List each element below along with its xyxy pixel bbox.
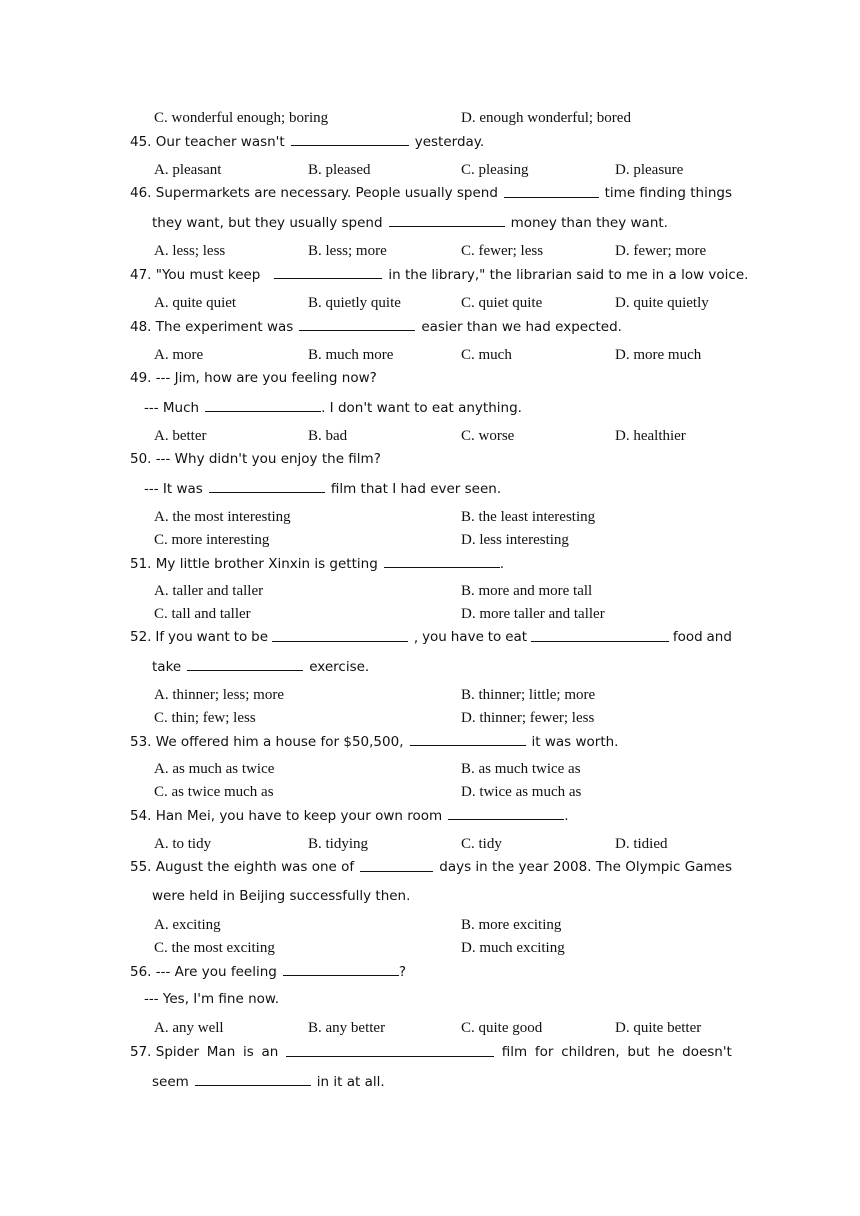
option-d: D. fewer; more bbox=[615, 243, 707, 259]
question-49: 49. --- Jim, how are you feeling now? bbox=[130, 370, 377, 386]
option-a: A. less; less bbox=[154, 243, 226, 259]
question-49-line2: --- Much . I don't want to eat anything. bbox=[144, 400, 522, 416]
q52-options-row1 bbox=[154, 685, 754, 705]
option-c: C. wonderful enough; boring bbox=[154, 110, 329, 126]
question-57: 57. Spider Man is an film for children, but he doesn't bbox=[130, 1044, 732, 1060]
q46-options bbox=[154, 241, 754, 261]
option-c: C. tidy bbox=[461, 836, 502, 852]
question-55: 55. August the eighth was one of days in the year 2008. The Olympic Games bbox=[130, 859, 732, 875]
option-a: A. thinner; less; more bbox=[154, 687, 284, 703]
question-45: 45. Our teacher wasn't yesterday. bbox=[130, 134, 485, 150]
option-d: D. quite quietly bbox=[615, 295, 709, 311]
q51-options-row1 bbox=[154, 581, 754, 601]
option-b: B. as much twice as bbox=[461, 761, 581, 777]
option-b: B. thinner; little; more bbox=[461, 687, 596, 703]
option-b: B. pleased bbox=[308, 162, 371, 178]
question-55-line2: were held in Beijing successfully then. bbox=[152, 888, 411, 904]
option-b: B. tidying bbox=[308, 836, 369, 852]
option-d: D. healthier bbox=[615, 428, 686, 444]
answer-blank bbox=[531, 628, 669, 642]
option-a: A. quite quiet bbox=[154, 295, 237, 311]
option-b: B. more exciting bbox=[461, 917, 562, 933]
option-c: C. the most exciting bbox=[154, 940, 275, 956]
option-a: A. taller and taller bbox=[154, 583, 264, 599]
question-57-line2: seem in it at all. bbox=[152, 1074, 385, 1090]
option-c: C. more interesting bbox=[154, 532, 270, 548]
q56-options bbox=[154, 1018, 754, 1038]
option-b: B. less; more bbox=[308, 243, 387, 259]
option-d: D. thinner; fewer; less bbox=[461, 710, 595, 726]
q45-options bbox=[154, 160, 754, 180]
question-47: 47. "You must keep in the library," the librarian said to me in a low voice. bbox=[130, 267, 749, 283]
option-d: D. much exciting bbox=[461, 940, 565, 956]
q55-options-row2 bbox=[154, 938, 754, 958]
option-a: A. to tidy bbox=[154, 836, 212, 852]
option-b: B. bad bbox=[308, 428, 348, 444]
option-c: C. tall and taller bbox=[154, 606, 251, 622]
option-c: C. fewer; less bbox=[461, 243, 544, 259]
option-b: B. quietly quite bbox=[308, 295, 401, 311]
option-b: B. any better bbox=[308, 1020, 386, 1036]
answer-blank bbox=[299, 317, 415, 331]
question-54: 54. Han Mei, you have to keep your own room . bbox=[130, 808, 569, 824]
q55-options-row1 bbox=[154, 915, 754, 935]
option-d: D. more taller and taller bbox=[461, 606, 605, 622]
option-a: A. exciting bbox=[154, 917, 221, 933]
option-b: B. the least interesting bbox=[461, 509, 596, 525]
q49-options bbox=[154, 426, 754, 446]
option-d: D. less interesting bbox=[461, 532, 569, 548]
option-b: B. more and more tall bbox=[461, 583, 593, 599]
option-d: D. twice as much as bbox=[461, 784, 582, 800]
answer-blank bbox=[410, 732, 526, 746]
question-56: 56. --- Are you feeling ? bbox=[130, 964, 407, 980]
q48-options bbox=[154, 345, 754, 365]
option-a: A. the most interesting bbox=[154, 509, 291, 525]
answer-blank bbox=[360, 858, 433, 872]
answer-blank bbox=[286, 1043, 494, 1057]
q54-options bbox=[154, 834, 754, 854]
question-46: 46. Supermarkets are necessary. People usually spend time finding things bbox=[130, 185, 732, 201]
q44-options bbox=[154, 108, 754, 128]
q47-options bbox=[154, 293, 754, 313]
question-52-line2: take exercise. bbox=[152, 659, 370, 675]
option-c: C. thin; few; less bbox=[154, 710, 256, 726]
q50-options-row1 bbox=[154, 507, 754, 527]
question-51: 51. My little brother Xinxin is getting . bbox=[130, 556, 505, 572]
option-c: C. quiet quite bbox=[461, 295, 543, 311]
answer-blank bbox=[384, 554, 500, 568]
answer-blank bbox=[205, 398, 321, 412]
question-52: 52. If you want to be , you have to eat food and bbox=[130, 629, 732, 646]
option-d: D. quite better bbox=[615, 1020, 702, 1036]
answer-blank bbox=[187, 657, 303, 671]
answer-blank bbox=[272, 628, 408, 642]
answer-blank bbox=[283, 962, 399, 976]
option-c: C. worse bbox=[461, 428, 515, 444]
option-c: C. quite good bbox=[461, 1020, 543, 1036]
answer-blank bbox=[389, 213, 505, 227]
option-c: C. pleasing bbox=[461, 162, 529, 178]
answer-blank bbox=[195, 1072, 311, 1086]
answer-blank bbox=[209, 479, 325, 493]
option-b: B. much more bbox=[308, 347, 394, 363]
question-48: 48. The experiment was easier than we had expected. bbox=[130, 319, 622, 335]
option-a: A. pleasant bbox=[154, 162, 222, 178]
answer-blank bbox=[448, 806, 564, 820]
option-a: A. better bbox=[154, 428, 207, 444]
q50-options-row2 bbox=[154, 530, 754, 550]
option-a: A. any well bbox=[154, 1020, 224, 1036]
answer-blank bbox=[274, 265, 382, 279]
option-d: D. more much bbox=[615, 347, 702, 363]
q51-options-row2 bbox=[154, 604, 754, 624]
question-50-line2: --- It was film that I had ever seen. bbox=[144, 481, 502, 497]
option-c: C. as twice much as bbox=[154, 784, 274, 800]
question-56-line2: --- Yes, I'm fine now. bbox=[144, 991, 279, 1007]
question-46-line2: they want, but they usually spend money than they want. bbox=[152, 215, 668, 231]
q52-options-row2 bbox=[154, 708, 754, 728]
option-c: C. much bbox=[461, 347, 512, 363]
q53-options-row1 bbox=[154, 759, 754, 779]
answer-blank bbox=[504, 184, 599, 198]
question-53: 53. We offered him a house for $50,500, it was worth. bbox=[130, 734, 619, 750]
question-50: 50. --- Why didn't you enjoy the film? bbox=[130, 451, 381, 467]
option-a: A. more bbox=[154, 347, 204, 363]
option-d: D. enough wonderful; bored bbox=[461, 110, 631, 126]
q53-options-row2 bbox=[154, 782, 754, 802]
answer-blank bbox=[291, 132, 409, 146]
option-d: D. pleasure bbox=[615, 162, 684, 178]
option-d: D. tidied bbox=[615, 836, 668, 852]
option-a: A. as much as twice bbox=[154, 761, 275, 777]
